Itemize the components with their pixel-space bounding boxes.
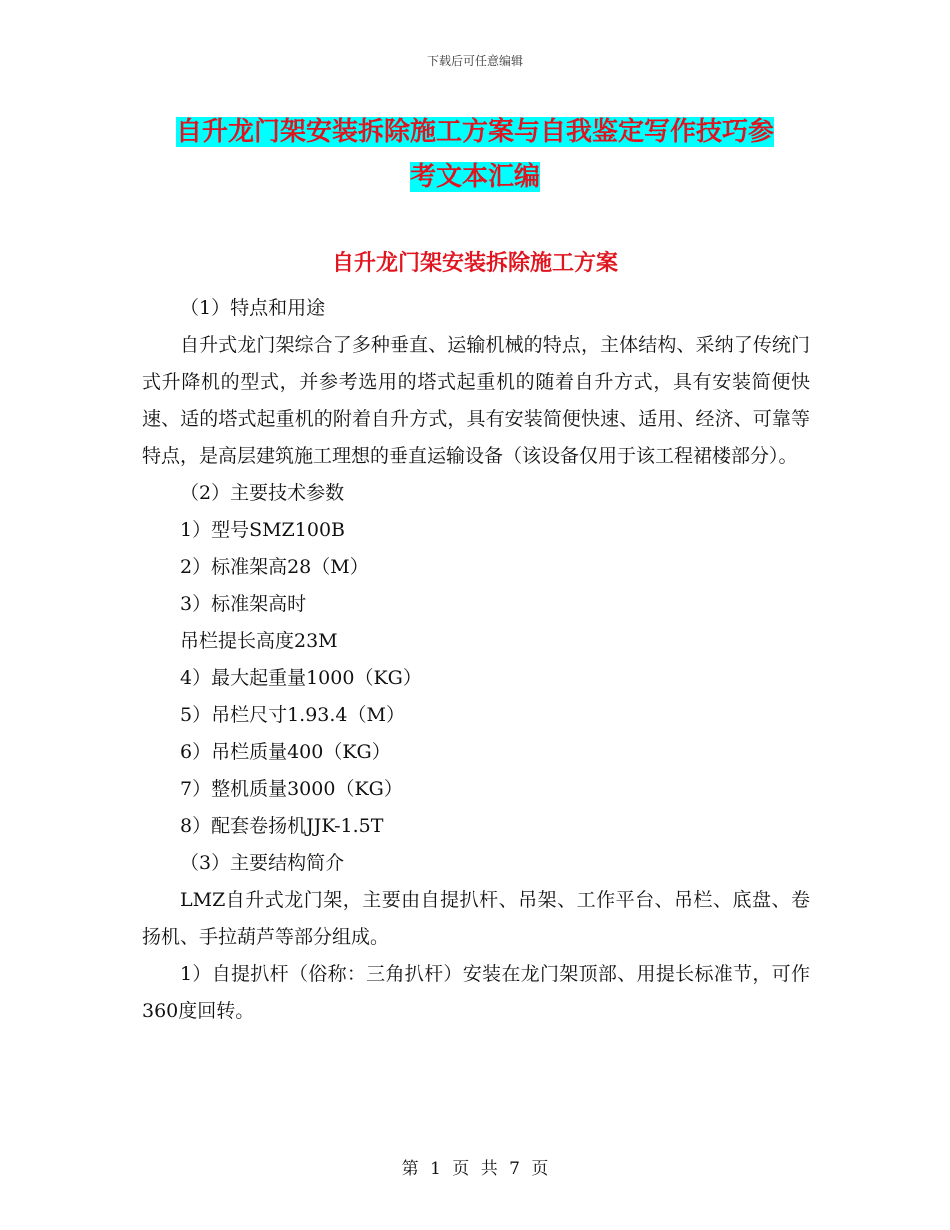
document-title-line-2: 考文本汇编 bbox=[409, 162, 540, 192]
paragraph: 自升式龙门架综合了多种垂直、运输机械的特点，主体结构、采纳了传统门式升降机的型式，并参考选用的塔式起重机的随着自升方式，具有安装简便快速、适的塔式起重机的附着自升方式，具有安装简便快速、适用、经济、可靠等特点，是高层建筑施工理想的垂直运输设备（该设备仅用于该工程裙楼部分）。 bbox=[142, 334, 810, 467]
paragraph-heading-1: （1）特点和用途 bbox=[180, 297, 326, 319]
spec-item: 2）标准架高28（M） bbox=[180, 556, 369, 578]
page-footer-number: 第 1 页 共 7 页 bbox=[401, 1159, 549, 1179]
spec-item: 6）吊栏质量400（KG） bbox=[180, 741, 391, 763]
section-title: 自升龙门架安装拆除施工方案 bbox=[331, 251, 618, 276]
paragraph: 1）自提扒杆（俗称：三角扒杆）安装在龙门架顶部、用提长标准节，可作360度回转。 bbox=[142, 963, 810, 1022]
spec-item: 3）标准架高时 bbox=[180, 593, 307, 615]
spec-item: 4）最大起重量1000（KG） bbox=[180, 667, 422, 689]
spec-item: 5）吊栏尺寸1.93.4（M） bbox=[180, 704, 405, 726]
paragraph: LMZ自升式龙门架，主要由自提扒杆、吊架、工作平台、吊栏、底盘、卷扬机、手拉葫芦等部分组成。 bbox=[142, 889, 810, 948]
paragraph-heading-2: （2）主要技术参数 bbox=[180, 482, 345, 504]
spec-item: 8）配套卷扬机JJK-1.5T bbox=[180, 815, 384, 837]
document-title bbox=[140, 110, 810, 200]
document-title-line-1: 自升龙门架安装拆除施工方案与自我鉴定写作技巧参 bbox=[175, 117, 774, 147]
spec-item: 吊栏提长高度23M bbox=[180, 630, 338, 652]
spec-item: 1）型号SMZ100B bbox=[180, 519, 345, 541]
paragraph-heading-3: （3）主要结构简介 bbox=[180, 852, 345, 874]
page-header-note: 下载后可任意编辑 bbox=[426, 54, 523, 68]
spec-item: 7）整机质量3000（KG） bbox=[180, 778, 403, 800]
document-body bbox=[142, 290, 810, 1030]
